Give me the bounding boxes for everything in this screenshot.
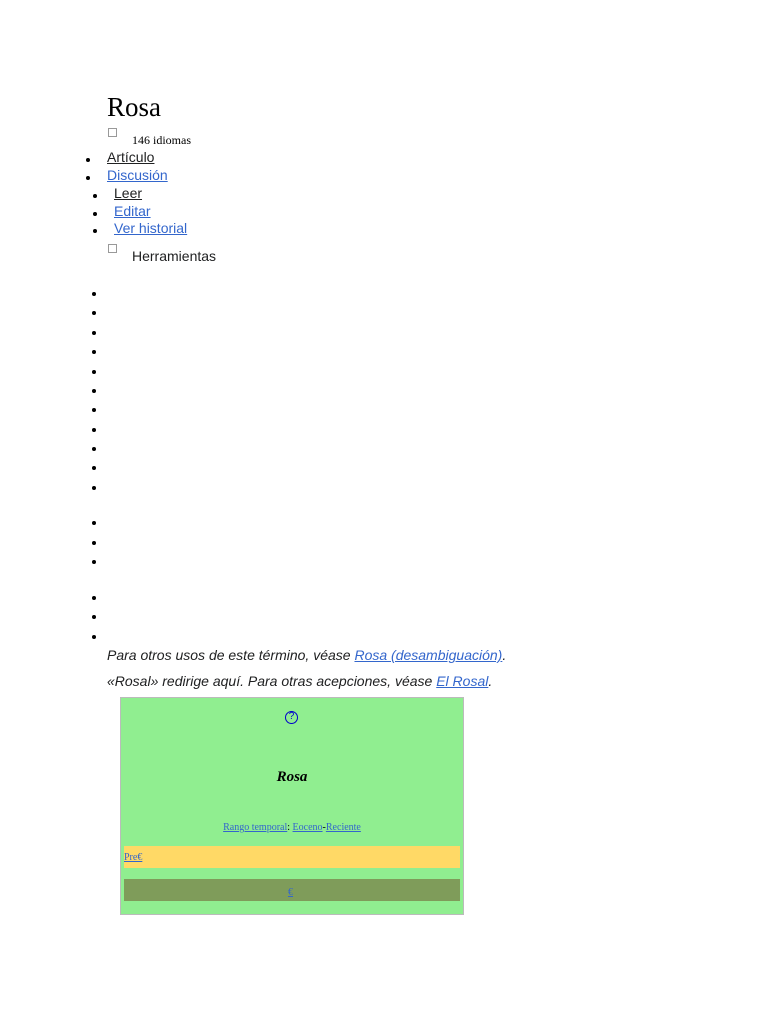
tab-article[interactable]: Artículo: [107, 149, 155, 165]
bullet: [86, 158, 90, 162]
bullet: [93, 194, 97, 198]
list-bullet: [92, 466, 96, 470]
languages-button[interactable]: 146 idiomas: [132, 133, 191, 147]
list-bullet: [92, 486, 96, 490]
list-bullet: [92, 292, 96, 296]
tab-edit[interactable]: Editar: [114, 203, 151, 219]
timeline-link[interactable]: €: [288, 887, 293, 898]
tab-discussion[interactable]: Discusión: [107, 167, 168, 183]
tools-checkbox[interactable]: [108, 244, 117, 253]
list-bullet: [92, 596, 96, 600]
hatnote-disambiguation: [107, 647, 506, 663]
question-circle-icon[interactable]: ?: [285, 711, 298, 724]
range-dash: -: [322, 822, 326, 833]
list-bullet: [92, 428, 96, 432]
list-bullet: [92, 350, 96, 354]
hatnote-period: .: [488, 673, 493, 689]
hatnote-text: Para otros usos de este término, véase: [107, 647, 355, 663]
list-bullet: [92, 521, 96, 525]
list-bullet: [92, 331, 96, 335]
languages-checkbox[interactable]: [108, 128, 117, 137]
list-bullet: [92, 560, 96, 564]
hatnote-period: .: [502, 647, 507, 663]
timeline-bar-pre: [124, 846, 460, 868]
timeline-bar: [124, 879, 460, 901]
hatnote-redirect: [107, 673, 492, 689]
bullet: [86, 176, 90, 180]
disambiguation-link[interactable]: Rosa (desambiguación): [354, 647, 503, 663]
page-title: Rosa: [107, 92, 161, 122]
recent-link[interactable]: Reciente: [325, 822, 361, 833]
bullet: [93, 229, 97, 233]
range-separator: :: [287, 822, 293, 833]
taxobox-title: Rosa: [276, 769, 308, 785]
pre-link[interactable]: Pre€: [124, 852, 143, 863]
tab-read[interactable]: Leer: [114, 185, 143, 201]
list-bullet: [92, 635, 96, 639]
tools-menu-button[interactable]: Herramientas: [132, 248, 217, 264]
list-bullet: [92, 541, 96, 545]
el-rosal-link[interactable]: El Rosal: [436, 673, 489, 689]
list-bullet: [92, 311, 96, 315]
list-bullet: [92, 370, 96, 374]
list-bullet: [92, 615, 96, 619]
list-bullet: [92, 447, 96, 451]
bullet: [93, 212, 97, 216]
time-range-link[interactable]: Rango temporal: [223, 822, 288, 833]
tab-history[interactable]: Ver historial: [114, 220, 188, 236]
time-range: [120, 822, 464, 833]
hatnote-text: «Rosal» redirige aquí. Para otras acepciones, véase: [107, 673, 437, 689]
list-bullet: [92, 389, 96, 393]
eocene-link[interactable]: Eoceno: [292, 822, 323, 833]
list-bullet: [92, 408, 96, 412]
